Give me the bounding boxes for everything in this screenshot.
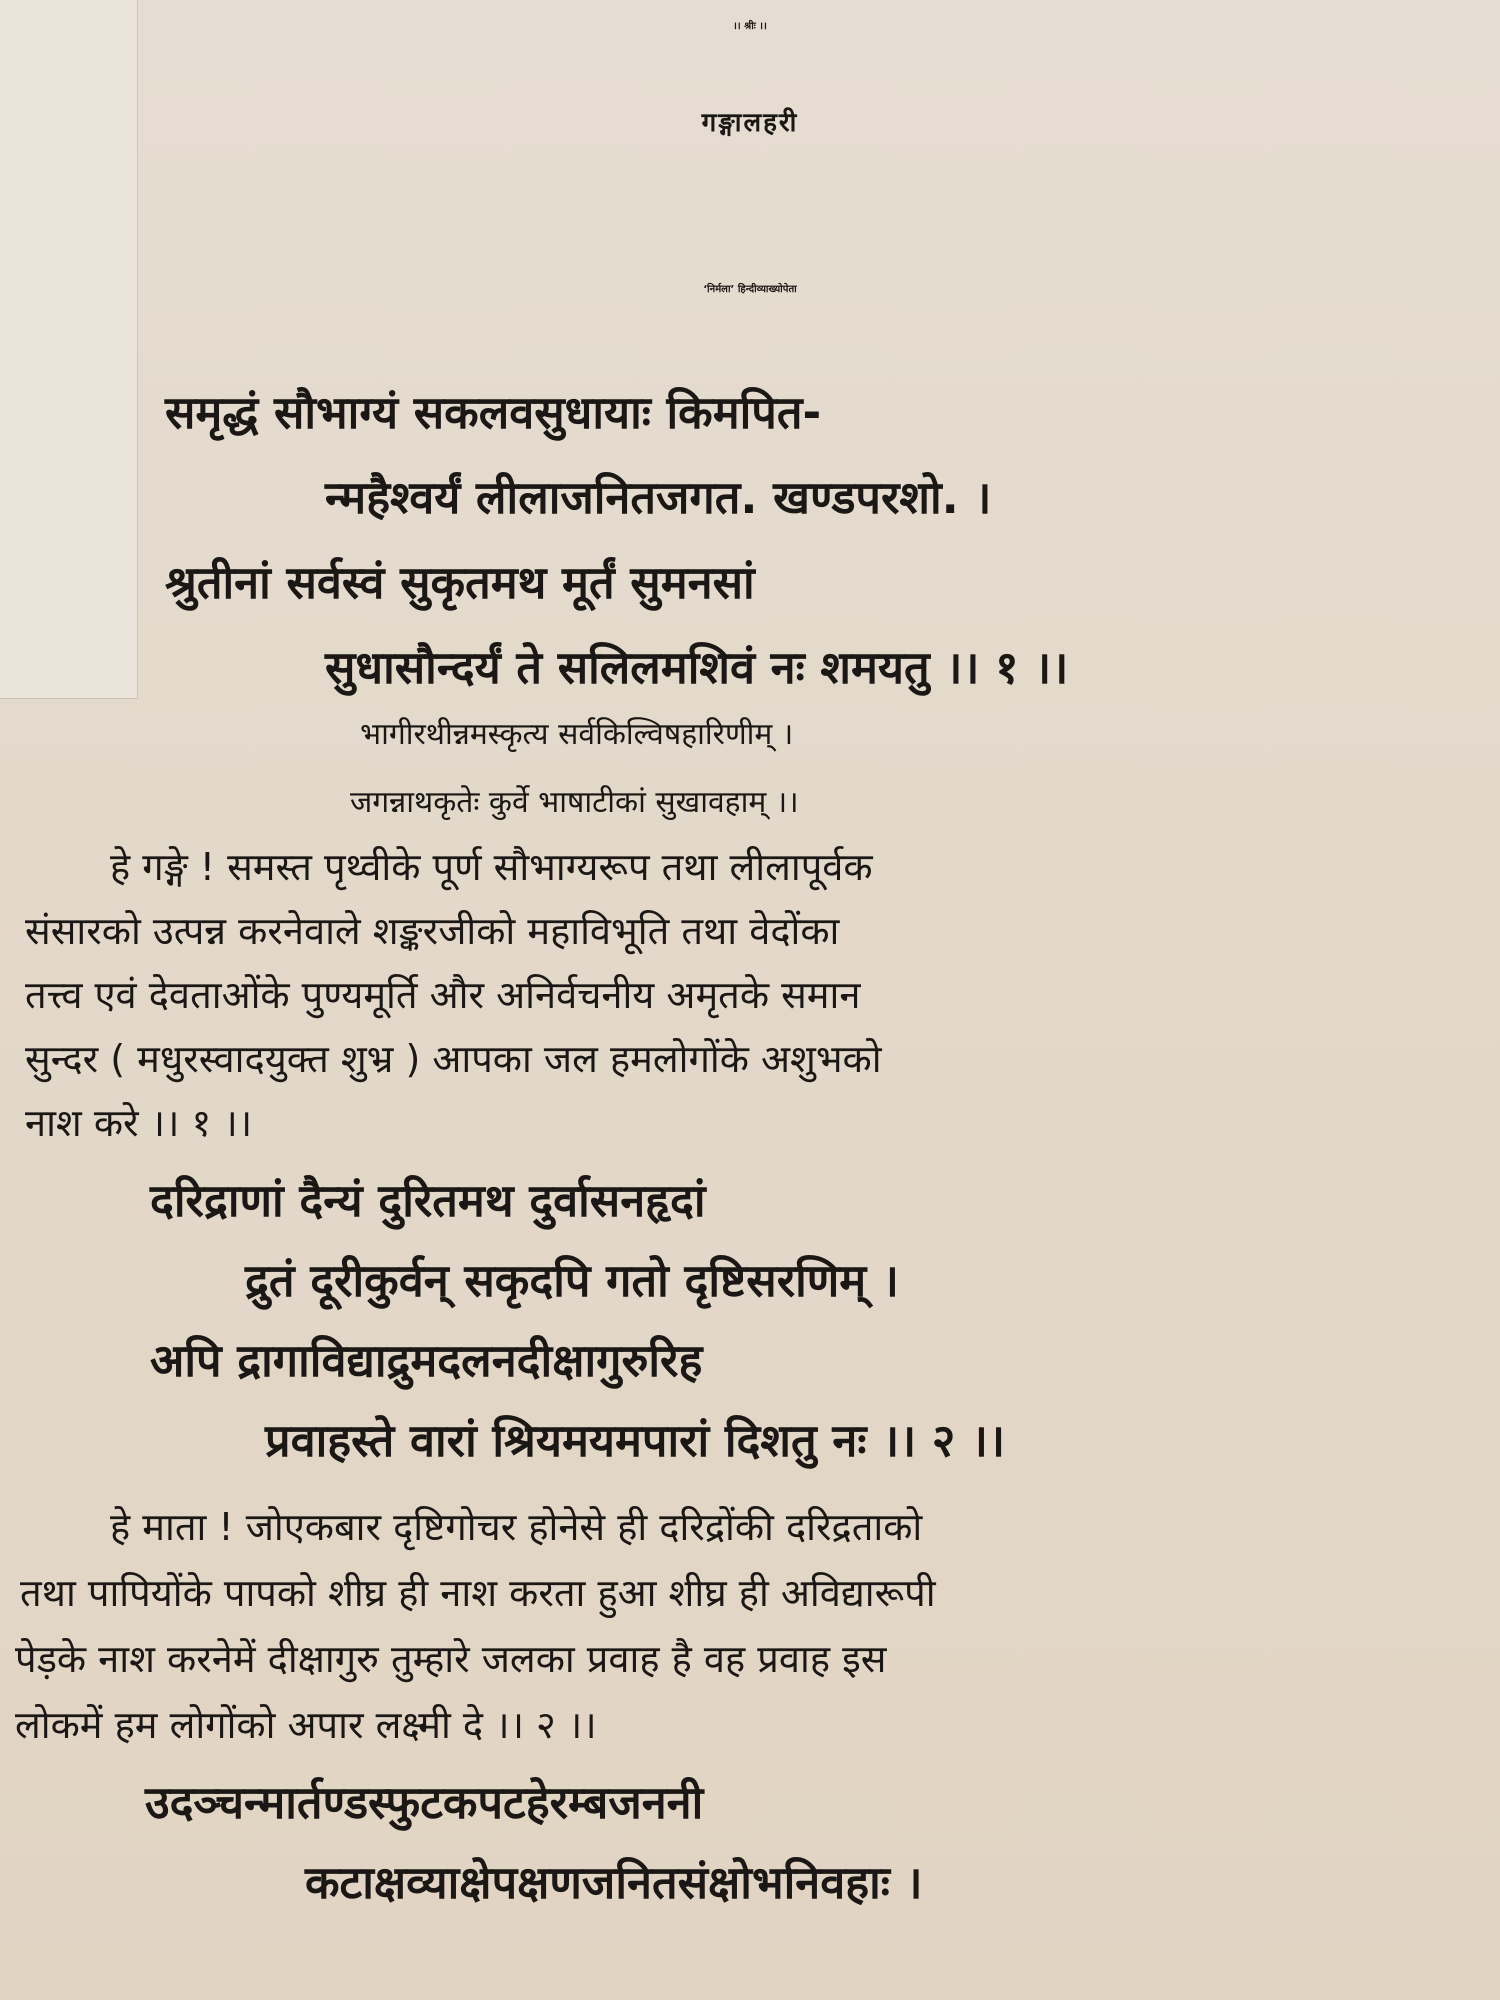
commentary2-line3: पेड़के नाश करनेमें दीक्षागुरु तुम्हारे जलका प्रवाह है वह प्रवाह इस bbox=[15, 1637, 887, 1681]
verse2-line2: द्रुतं दूरीकुर्वन् सकृदपि गतो दृष्टिसरणिम् । bbox=[245, 1254, 899, 1307]
commentary1-line1: हे गङ्गे ! समस्त पृथ्वीके पूर्ण सौभाग्यरूप तथा लीलापूर्वक bbox=[110, 845, 873, 889]
mangala-line1: भागीरथीन्नमस्कृत्य सर्वकिल्विषहारिणीम् । bbox=[360, 717, 794, 752]
verse1-line2: न्महैश्वर्यं लीलाजनितजगत. खण्डपरशो. । bbox=[325, 471, 992, 524]
verse1-line1: समृद्धं सौभाग्यं सकलवसुधायाः किमपित- bbox=[165, 386, 822, 439]
commentary1-line5: नाश करे ।। १ ।। bbox=[25, 1101, 253, 1145]
commentary1-line3: तत्त्व एवं देवताओंके पुण्यमूर्ति और अनिर्वचनीय अमृतके समान bbox=[25, 973, 861, 1017]
verse2-line3: अपि द्रागाविद्याद्रुमदलनदीक्षागुरुरिह bbox=[150, 1334, 703, 1387]
verse2-line4: प्रवाहस्ते वारां श्रियमयमपारां दिशतु नः ।। २ ।। bbox=[265, 1414, 1006, 1467]
commentary2-line2: तथा पापियोंके पापको शीघ्र ही नाश करता हुआ शीघ्र ही अविद्यारूपी bbox=[20, 1571, 936, 1615]
mangala-line2: जगन्नाथकृतेः कुर्वे भाषाटीकां सुखावहाम् ।। bbox=[350, 785, 799, 820]
commentary1-line4: सुन्दर ( मधुरस्वादयुक्त शुभ्र ) आपका जल हमलोगोंके अशुभको bbox=[25, 1037, 882, 1081]
verse1-line3: श्रुतीनां सर्वस्वं सुकृतमथ मूर्तं सुमनसां bbox=[165, 556, 755, 609]
verse3-line2: कटाक्षव्याक्षेपक्षणजनितसंक्षोभनिवहाः । bbox=[305, 1856, 923, 1909]
verse2-line1: दरिद्राणां दैन्यं दुरितमथ दुर्वासनहृदां bbox=[150, 1174, 706, 1227]
commentary2-line1: हे माता ! जोएकबार दृष्टिगोचर होनेसे ही दरिद्रोंकी दरिद्रताको bbox=[110, 1505, 923, 1549]
page-subtitle: ‘निर्मला’ हिन्दीव्याख्योपेता bbox=[703, 284, 797, 295]
commentary1-line2: संसारको उत्पन्न करनेवाले शङ्करजीको महाविभूति तथा वेदोंका bbox=[25, 909, 840, 953]
verse1-line4: सुधासौन्दर्यं ते सलिलमशिवं नः शमयतु ।। १ ।। bbox=[325, 641, 1069, 694]
commentary2-line4: लोकमें हम लोगोंको अपार लक्ष्मी दे ।। २ ।। bbox=[15, 1703, 597, 1747]
verse3-line1: उदञ्चन्मार्तण्डस्फुटकपटहेरम्बजननी bbox=[145, 1776, 704, 1829]
invocation: ।। श्रीः ।। bbox=[733, 21, 767, 32]
page-title: गङ्गालहरी bbox=[701, 108, 799, 138]
paper-patch bbox=[0, 0, 138, 699]
